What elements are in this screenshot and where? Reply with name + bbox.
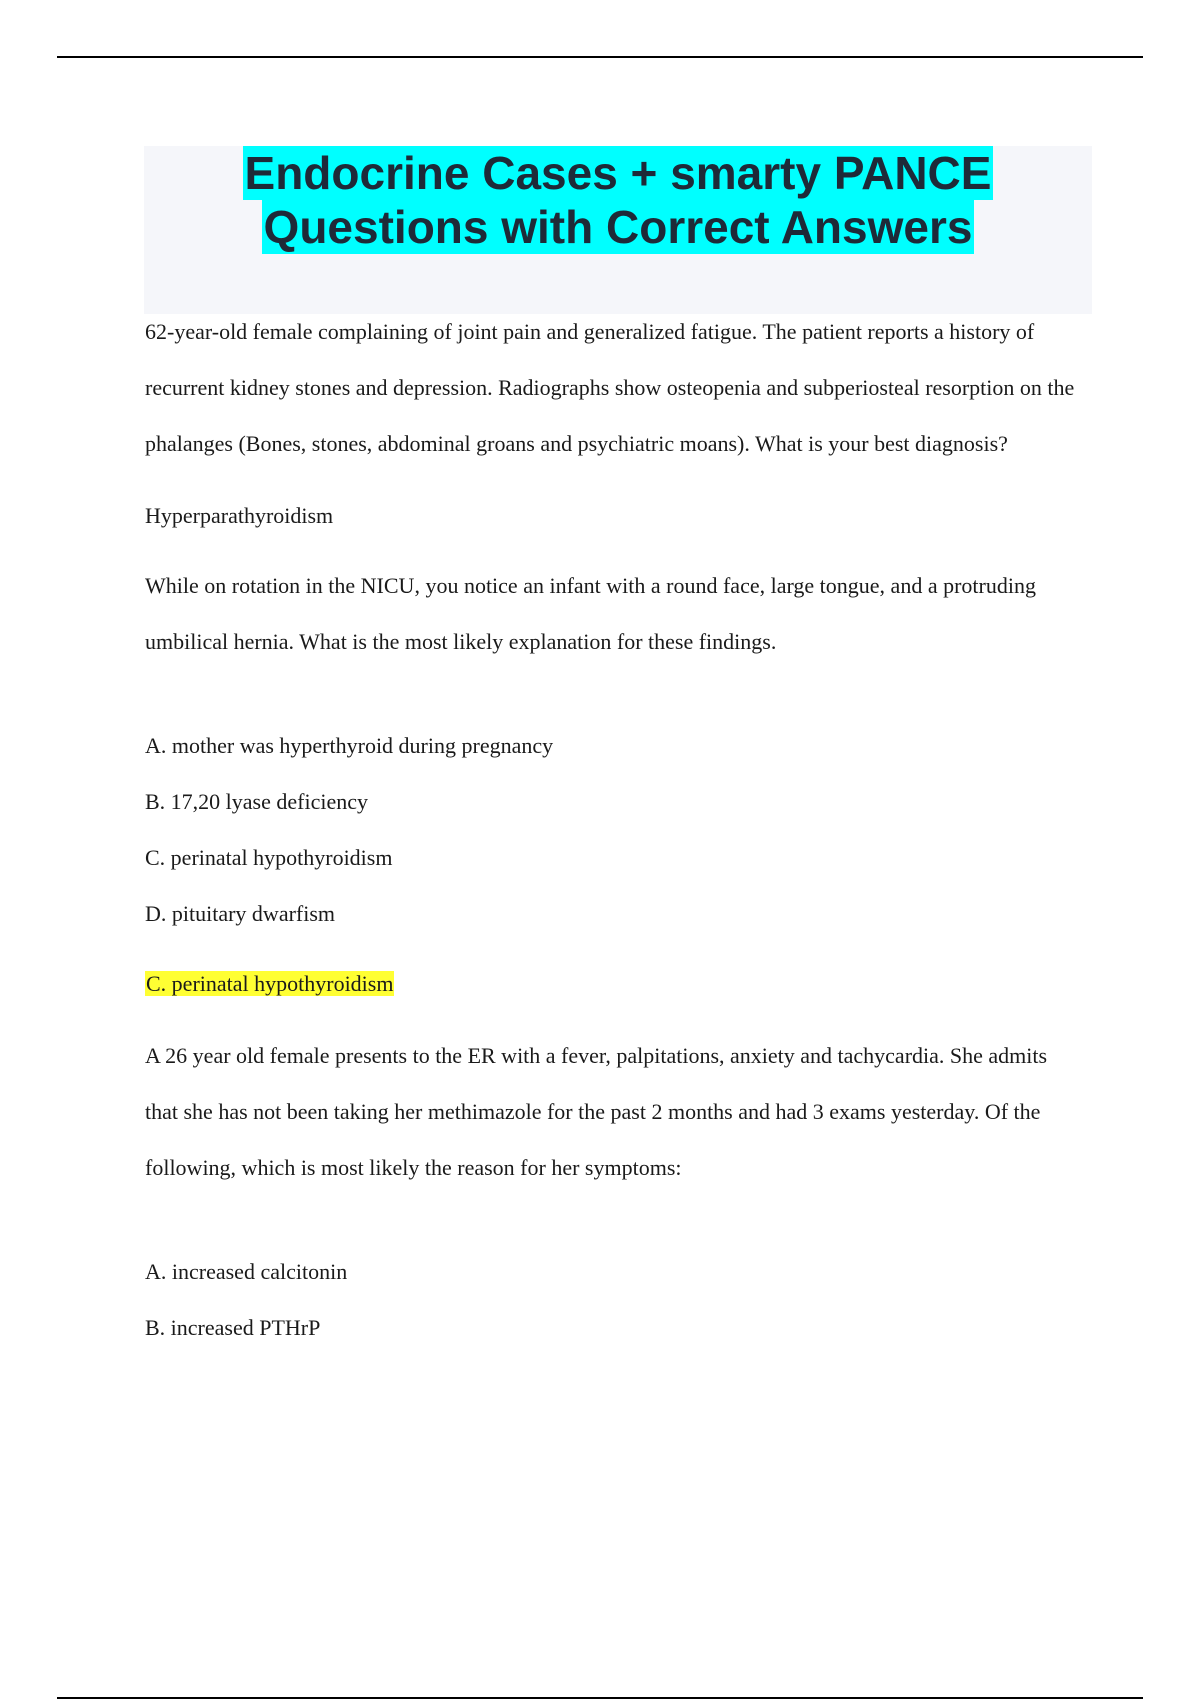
option-item: D. pituitary dwarfism bbox=[145, 901, 336, 926]
option-item: A. increased calcitonin bbox=[145, 1259, 348, 1284]
question-3-text: A 26 year old female presents to the ER with a fever, palpitations, anxiety and tachycardia. She admits that she has not been taking her methimazole for the past 2 months and had 3 exams yesterday. Of the following, which is most likely the reason for her symptoms: bbox=[145, 1043, 1048, 1180]
title-banner bbox=[144, 146, 1092, 314]
option-item: C. perinatal hypothyroidism bbox=[145, 845, 393, 870]
document-title-line-2: Questions with Correct Answers bbox=[263, 201, 973, 253]
top-rule bbox=[57, 56, 1143, 58]
question-3-options bbox=[145, 1244, 1085, 1356]
answer-highlight: C. perinatal hypothyroidism bbox=[146, 971, 394, 996]
question-2-answer bbox=[145, 956, 1085, 1012]
document-body bbox=[145, 304, 1085, 1356]
document-title-line-1: Endocrine Cases + smarty PANCE bbox=[244, 147, 992, 199]
question-2-options bbox=[145, 718, 1085, 942]
question-1-text: 62-year-old female complaining of joint pain and generalized fatigue. The patient reports a history of recurrent kidney stones and depression. Radiographs show osteopenia and subperiosteal resorption on the phalanges (Bones, stones, abdominal groans and psychiatric moans). What is your best diagnosis? bbox=[145, 319, 1075, 456]
option-item: B. 17,20 lyase deficiency bbox=[145, 789, 368, 814]
option-item: A. mother was hyperthyroid during pregnancy bbox=[145, 733, 554, 758]
bottom-rule bbox=[57, 1697, 1143, 1699]
question-1-answer: Hyperparathyroidism bbox=[145, 503, 334, 528]
question-2-text: While on rotation in the NICU, you notice an infant with a round face, large tongue, and a protruding umbilical hernia. What is the most likely explanation for these findings. bbox=[145, 573, 1036, 654]
option-item: B. increased PTHrP bbox=[145, 1315, 321, 1340]
